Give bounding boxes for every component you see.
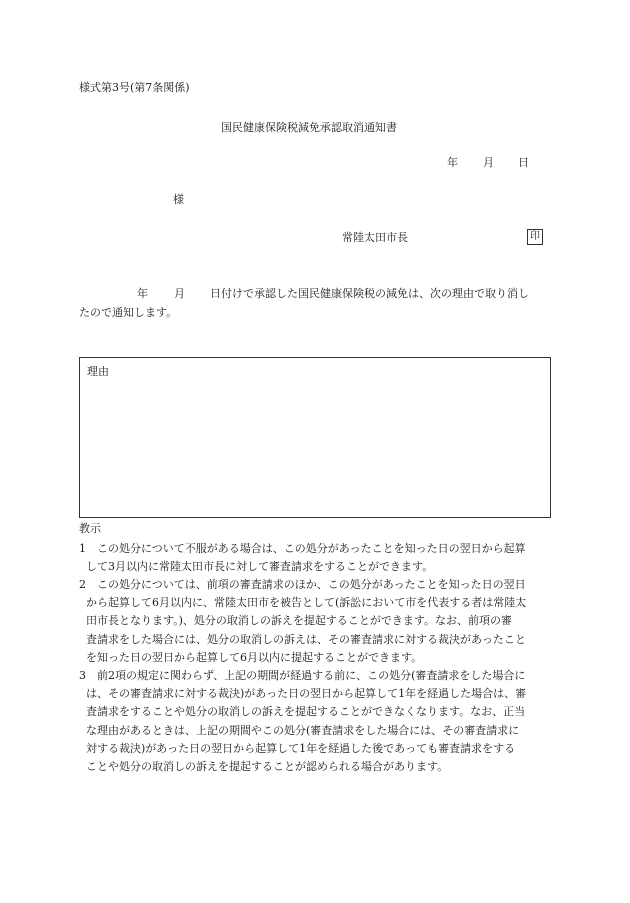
instruction-line: 対する裁決)があった日の翌日から起算して1年を経過した後であっても審査請求をする xyxy=(86,742,516,755)
seal-mark: 印 xyxy=(527,229,543,245)
instruction-line: から起算して6月以内に、常陸太田市を被告として(訴訟において市を代表する者は常陸太 xyxy=(86,596,527,609)
body-month-label: 月 xyxy=(174,287,185,300)
body-line-1: 日付けで承認した国民健康保険税の減免は、次の理由で取り消し xyxy=(210,287,529,300)
issuer-name: 常陸太田市長 xyxy=(342,231,408,244)
date-day-label: 日 xyxy=(518,156,529,169)
instruction-line: は、その審査請求に対する裁決)があった日の翌日から起算して1年を経過した場合は、審 xyxy=(86,687,527,700)
instruction-line: 査請求をすることや処分の取消しの訴えを提起することができなくなります。なお、正当 xyxy=(86,705,526,718)
instruction-line: ことや処分の取消しの訴えを提起することが認められる場合があります。 xyxy=(86,760,449,773)
instruction-line: 1 この処分について不服がある場合は、この処分があったことを知った日の翌日から起算 xyxy=(79,542,526,555)
instruction-line: な理由があるときは、上記の期間やこの処分(審査請求をした場合には、その審査請求に xyxy=(86,724,520,737)
instruction-line: 2 この処分については、前項の審査請求のほか、この処分があったことを知った日の翌日 xyxy=(79,578,526,591)
document-title: 国民健康保険税減免承認取消通知書 xyxy=(221,121,397,134)
body-line-2: たので通知します。 xyxy=(79,306,178,319)
form-number: 様式第3号(第7条関係) xyxy=(79,81,190,94)
date-year-label: 年 xyxy=(447,156,458,169)
reason-box xyxy=(79,357,551,518)
instruction-line: 3 前2項の規定に関わらず、上記の期間が経過する前に、この処分(審査請求をした場合に xyxy=(79,669,526,682)
date-month-label: 月 xyxy=(483,156,494,169)
instruction-line: 査請求をした場合には、処分の取消しの訴えは、その審査請求に対する裁決があったこと xyxy=(86,633,526,646)
body-year-label: 年 xyxy=(137,287,148,300)
instruction-heading: 教示 xyxy=(79,522,101,535)
reason-label: 理由 xyxy=(87,365,109,378)
instruction-line: を知った日の翌日から起算して6月以内に提起することができます。 xyxy=(86,651,423,664)
instruction-line: して3月以内に常陸太田市長に対して審査請求をすることができます。 xyxy=(86,560,434,573)
addressee-suffix: 様 xyxy=(173,193,184,206)
instruction-line: 田市長となります。)、処分の取消しの訴えを提起することができます。なお、前項の審 xyxy=(86,614,513,627)
